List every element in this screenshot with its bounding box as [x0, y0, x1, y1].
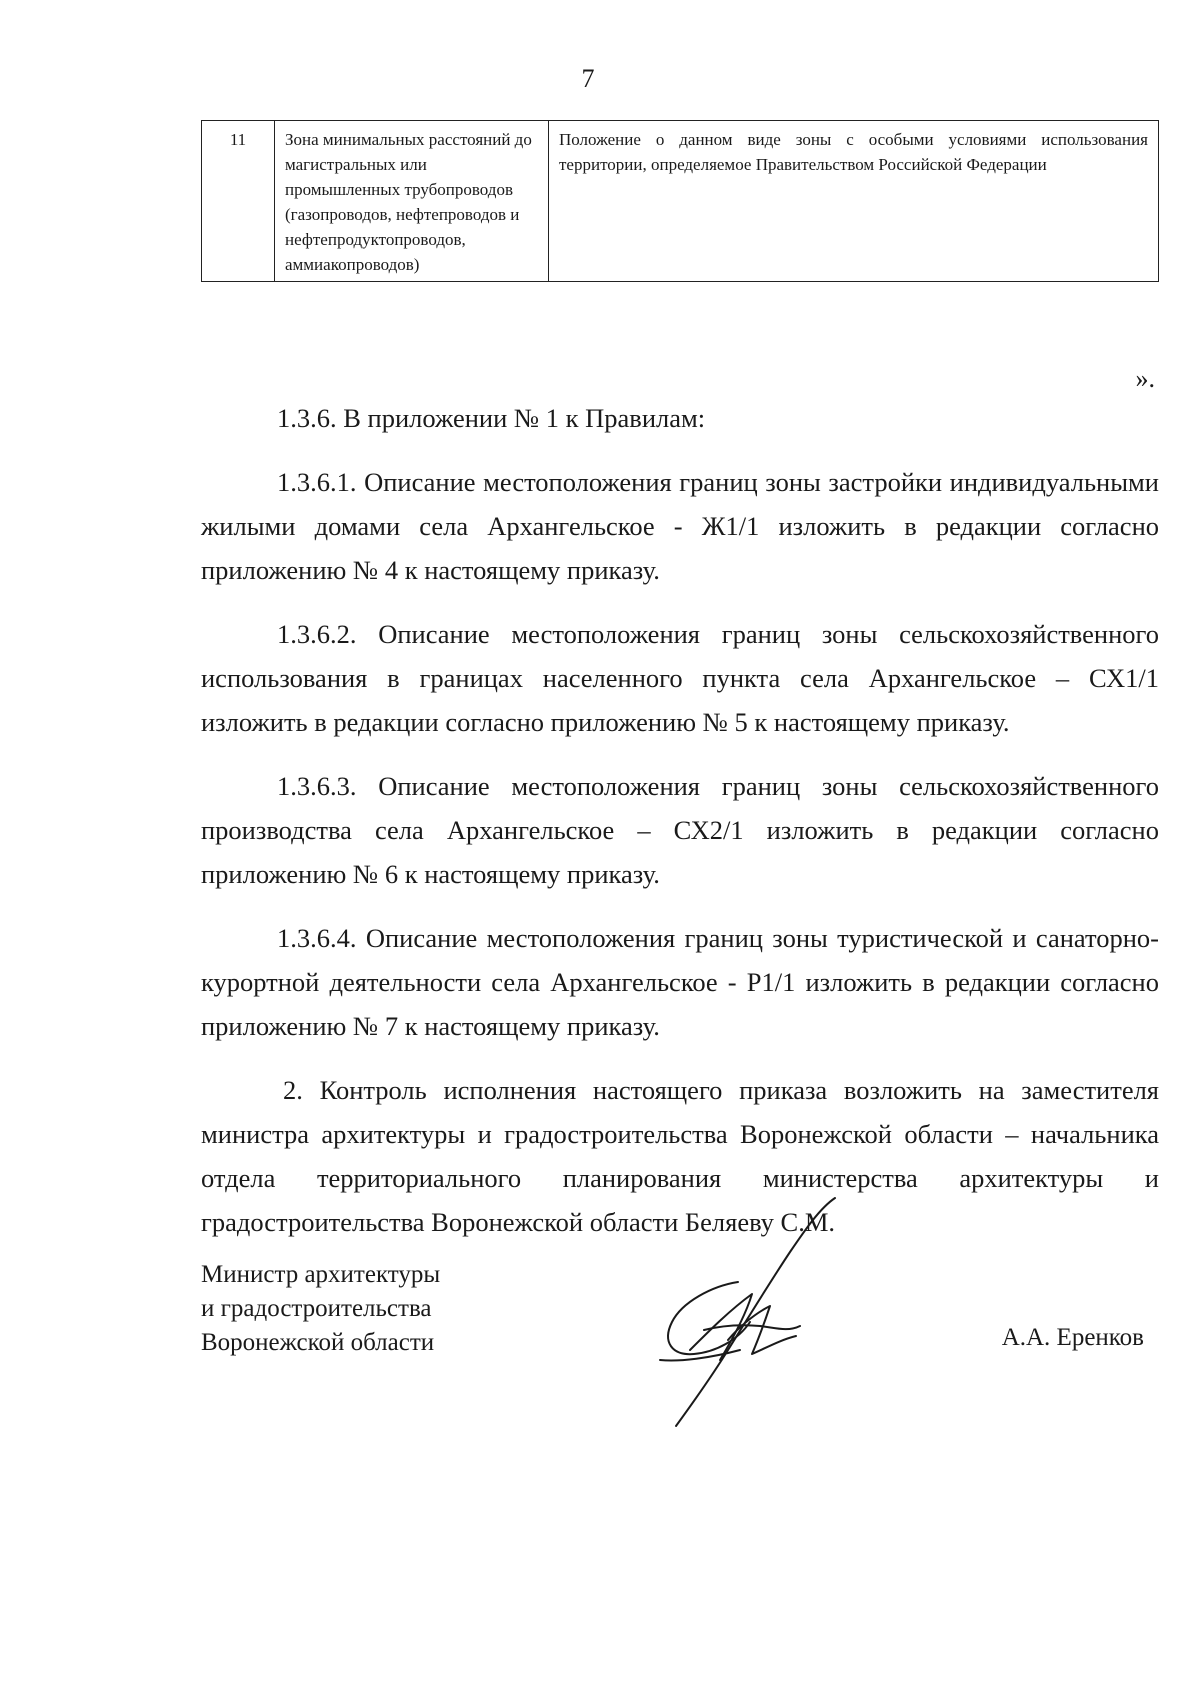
- zone-description-cell: Положение о данном виде зоны с особыми условиями использования территории, определяемое Правительством Российской Федерации: [549, 121, 1159, 282]
- paragraph-1-3-6: 1.3.6. В приложении № 1 к Правилам:: [277, 403, 706, 433]
- zone-name-cell: Зона минимальных расстояний до магистральных или промышленных трубопроводов (газопроводов, нефтепроводов и нефтепродуктопроводов, аммиакопроводов): [275, 121, 549, 282]
- page-number: 7: [581, 64, 595, 93]
- signer-name: А.А. Еренков: [1001, 1324, 1144, 1351]
- paragraph-1-3-6-4: 1.3.6.4. Описание местоположения границ зоны туристической и санаторно-курортной деятельности села Архангельское - Р1/1 изложить в редакции согласно приложению № 7 к настоящему приказу.: [201, 923, 1159, 1041]
- signer-position-line-3: Воронежской области: [201, 1329, 435, 1356]
- signer-position-line-1: Министр архитектуры: [201, 1261, 441, 1288]
- signer-position-line-2: и градостроительства: [201, 1295, 432, 1322]
- body-text: [201, 396, 1159, 1264]
- closing-quote: ».: [1135, 364, 1155, 393]
- row-number-cell: 11: [202, 121, 275, 282]
- paragraph-1-3-6-2: 1.3.6.2. Описание местоположения границ зоны сельскохозяйственного использования в границах населенного пункта села Архангельское – СХ1/1 изложить в редакции согласно приложению № 5 к настоящему приказу.: [201, 619, 1159, 737]
- paragraph-1-3-6-1: 1.3.6.1. Описание местоположения границ зоны застройки индивидуальными жилыми домами села Архангельское - Ж1/1 изложить в редакции согласно приложению № 4 к настоящему приказу.: [201, 467, 1159, 585]
- handwritten-signature: [620, 1190, 920, 1440]
- paragraph-1-3-6-3: 1.3.6.3. Описание местоположения границ зоны сельскохозяйственного производства села Архангельское – СХ2/1 изложить в редакции согласно приложению № 6 к настоящему приказу.: [201, 771, 1159, 889]
- paragraph-2: 2. Контроль исполнения настоящего приказа возложить на заместителя министра архитектуры и градостроительства Воронежской области – начальника отдела территориального планирования министерства архитектуры и градостроительства Воронежской области Беляеву С.М.: [201, 1075, 1159, 1237]
- zone-table: [201, 120, 1159, 282]
- signer-position: [201, 1258, 440, 1360]
- table-row: [202, 121, 1159, 282]
